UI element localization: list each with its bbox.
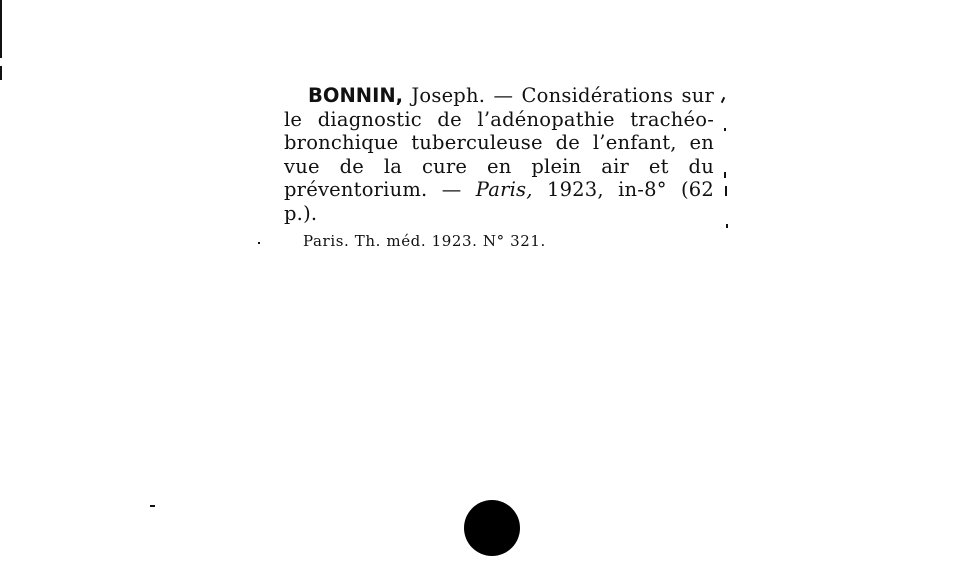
bibliographic-entry bbox=[284, 84, 714, 225]
punch-hole bbox=[464, 500, 520, 556]
right-edge-speck bbox=[725, 186, 727, 196]
left-edge-mark bbox=[0, 0, 2, 58]
right-edge-speck bbox=[724, 172, 726, 178]
right-edge-speck bbox=[724, 128, 726, 131]
work-title: — Considérations sur le diagnostic de l’adénopathie trachéo-bronchique tuberculeuse de l’enfant, en vue de la cure en plein air et du préventorium. — bbox=[284, 84, 714, 201]
imprint: 1923, in-8° (62 p.). bbox=[284, 178, 714, 225]
author-given-name: Joseph. bbox=[403, 84, 486, 107]
right-edge-speck bbox=[726, 224, 728, 228]
dust-speck bbox=[150, 505, 155, 507]
author-surname: BONNIN, bbox=[308, 84, 404, 107]
publication-place: Paris, bbox=[475, 178, 533, 201]
thesis-note: Paris. Th. méd. 1923. N° 321. bbox=[303, 232, 546, 250]
dust-speck bbox=[258, 242, 260, 244]
left-edge-mark bbox=[0, 66, 2, 80]
right-edge-speck bbox=[721, 97, 725, 103]
